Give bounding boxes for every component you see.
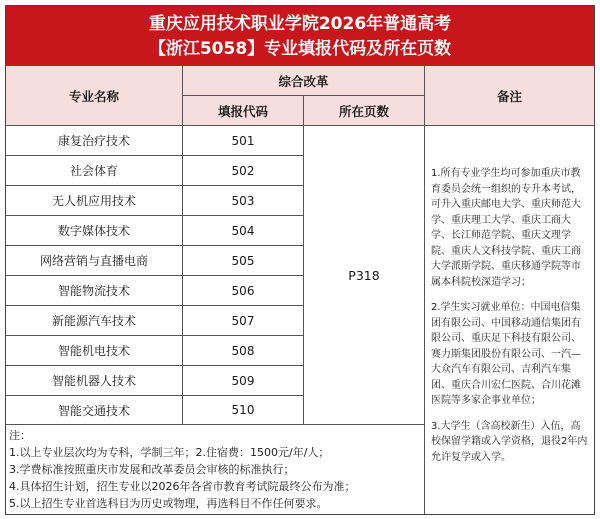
major-code: 501: [183, 126, 304, 156]
major-name: 智能物流技术: [6, 276, 183, 306]
major-name: 智能机电技术: [6, 336, 183, 366]
page-number: P318: [304, 126, 425, 425]
note-item: 3.学费标准按照重庆市发展和改革委员会审核的标准执行；: [9, 463, 295, 476]
table-title: [6, 6, 594, 66]
major-name: 数字媒体技术: [6, 216, 183, 246]
major-name: 康复治疗技术: [6, 126, 183, 156]
header-code: 填报代码: [183, 96, 304, 126]
enrollment-table: [5, 5, 595, 515]
title-line-2: 【浙江5058】专业填报代码及所在页数: [148, 39, 452, 59]
remarks-cell: [425, 126, 594, 514]
note-item: 1.以上专业层次均为专科，学制三年；2.住宿费：1500元/年/人；: [9, 446, 330, 459]
note-item: 5.以上招生专业首选科目为历史或物理，再选科目不作任何要求。: [9, 497, 328, 510]
notes-heading: 注：: [9, 429, 31, 442]
header-page: 所在页数: [304, 96, 425, 126]
major-name: 网络营销与直播电商: [6, 246, 183, 276]
major-code: 510: [183, 396, 304, 425]
major-code: 507: [183, 306, 304, 336]
major-code: 509: [183, 366, 304, 396]
header-group: 综合改革: [183, 66, 425, 96]
major-code: 503: [183, 186, 304, 216]
title-line-1: 重庆应用技术职业学院2026年普通高考: [148, 14, 452, 34]
remark-item: 2.学生实习就业单位：中国电信集团有限公司、中国移动通信集团有限公司、重庆足下科技有限公司、赛力斯集团股份有限公司、一汽—大众汽车有限公司、吉利汽车集团、重庆合川宏仁医院、合川花滩医院等多家企事业单位；: [431, 302, 581, 406]
major-name: 新能源汽车技术: [6, 306, 183, 336]
major-name: 社会体育: [6, 156, 183, 186]
major-code: 504: [183, 216, 304, 246]
major-name: 智能交通技术: [6, 396, 183, 425]
note-item: 4.具体招生计划，招生专业以2026年各省市教育考试院最终公布为准；: [9, 480, 356, 493]
major-name: 智能机器人技术: [6, 366, 183, 396]
major-code: 506: [183, 276, 304, 306]
header-remark: 备注: [425, 66, 594, 126]
major-code: 505: [183, 246, 304, 276]
major-code: 502: [183, 156, 304, 186]
major-name: 无人机应用技术: [6, 186, 183, 216]
remark-item: 1.所有专业学生均可参加重庆市教育委员会统一组织的专升本考试，可升入重庆邮电大学、重庆师范大学、重庆理工大学、重庆工商大学、长江师范学院、重庆文理学院、重庆人文科技学院、重庆工商大学派斯学院、重庆移通学院等市属本科院校深造学习；: [431, 168, 581, 288]
header-major: 专业名称: [6, 66, 183, 126]
notes-cell: [6, 425, 425, 514]
remark-item: 3.大学生（含高校新生）入伍，高校保留学籍或入学资格，退役2年内允许复学或入学。: [431, 420, 588, 463]
major-code: 508: [183, 336, 304, 366]
